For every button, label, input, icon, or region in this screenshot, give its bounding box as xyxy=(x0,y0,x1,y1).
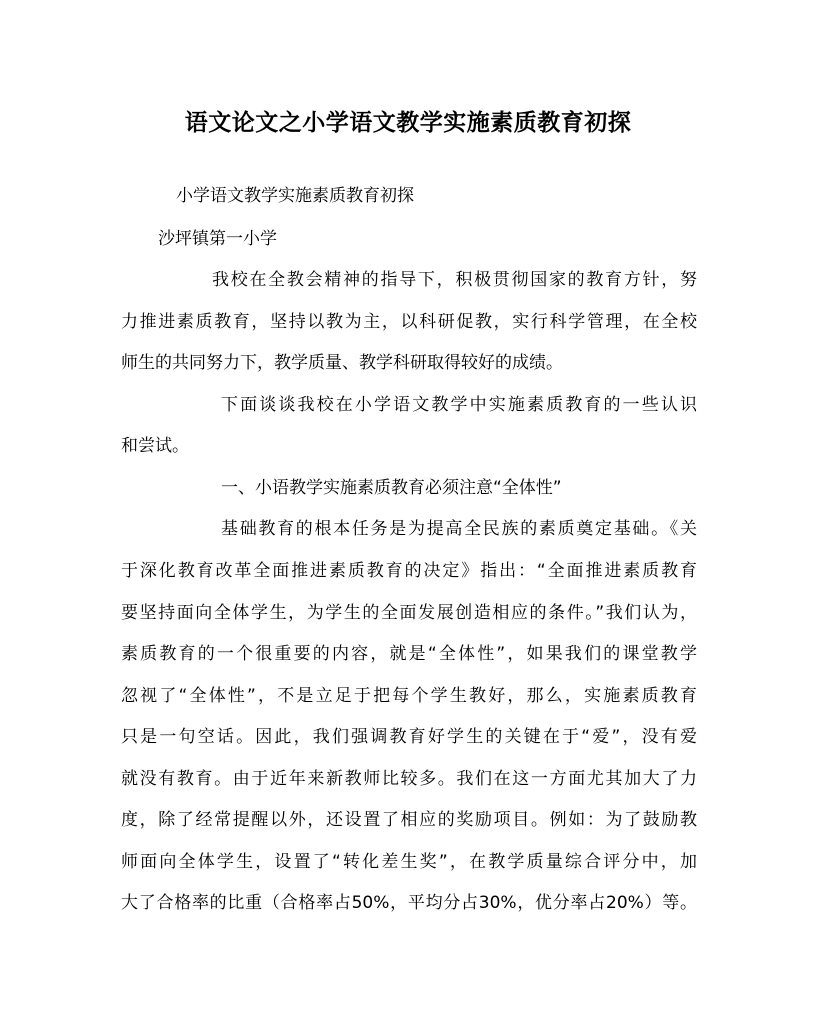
paragraph-line: 就没有教育。由于近年来新教师比较多。我们在这一方面尤其加大了力 xyxy=(121,769,697,789)
paragraph-line: 和尝试。 xyxy=(121,436,189,456)
document-author: 沙坪镇第一小学 xyxy=(158,229,277,249)
document-title: 语文论文之小学语文教学实施素质教育初探 xyxy=(184,109,632,136)
document-subtitle: 小学语文教学实施素质教育初探 xyxy=(176,186,414,206)
paragraph-line: 大了合格率的比重（合格率占50%，平均分占30%，优分率占20%）等。 xyxy=(121,893,697,913)
paragraph-line: 师生的共同努力下，教学质量、教学科研取得较好的成绩。 xyxy=(121,353,563,373)
paragraph-line: 忽视了“全体性”，不是立足于把每个学生教好，那么，实施素质教育 xyxy=(121,686,697,706)
paragraph-line: 只是一句空话。因此，我们强调教育好学生的关键在于“爱”，没有爱 xyxy=(121,727,697,747)
paragraph-line: 于深化教育改革全面推进素质教育的决定》指出：“全面推进素质教育 xyxy=(121,561,697,581)
paragraph-line: 基础教育的根本任务是为提高全民族的素质奠定基础。《关 xyxy=(221,519,697,539)
paragraph-line: 我校在全教会精神的指导下，积极贯彻国家的教育方针，努 xyxy=(212,270,697,290)
section-heading: 一、小语教学实施素质教育必须注意“全体性” xyxy=(221,478,562,498)
paragraph-line: 度，除了经常提醒以外，还设置了相应的奖励项目。例如：为了鼓励教 xyxy=(121,810,697,830)
paragraph-line: 要坚持面向全体学生，为学生的全面发展创造相应的条件。”我们认为， xyxy=(121,603,697,623)
paragraph-line: 下面谈谈我校在小学语文教学中实施素质教育的一些认识 xyxy=(221,395,697,415)
paragraph-line: 素质教育的一个很重要的内容，就是“全体性”，如果我们的课堂教学 xyxy=(121,644,697,664)
paragraph-line: 力推进素质教育，坚持以教为主，以科研促教，实行科学管理，在全校 xyxy=(121,312,697,332)
paragraph-line: 师面向全体学生，设置了“转化差生奖”，在教学质量综合评分中，加 xyxy=(121,852,697,872)
